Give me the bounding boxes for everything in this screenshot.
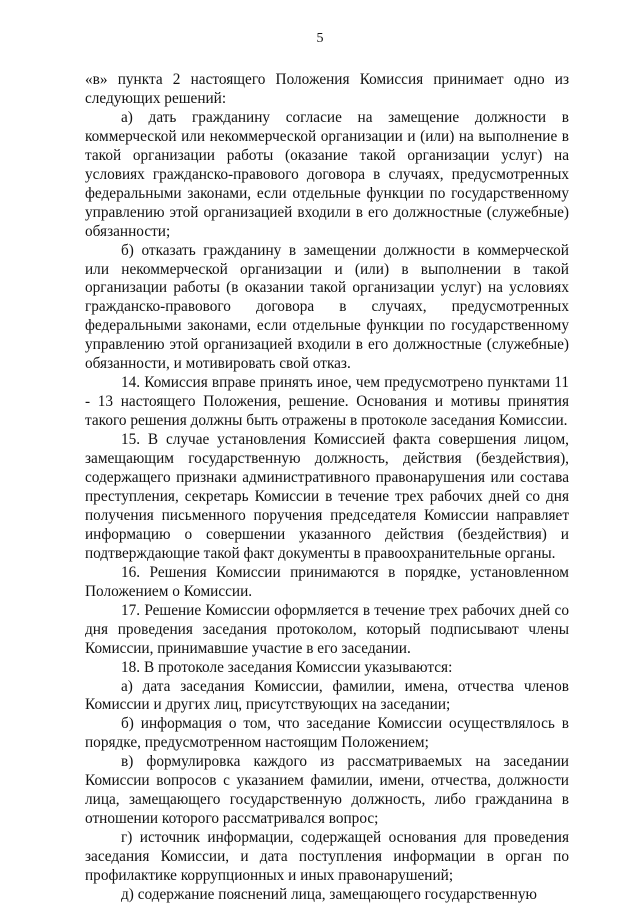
paragraph-subitem-b: б) отказать гражданину в замещении должности в коммерческой или некоммерческой организации и (или) в выполнении в такой организации работы (в оказании такой организации услуг) на условиях гражданско-правового договора в случаях, предусмотренных федеральными законами, если отдельные функции по государственному управлению этой организацией входили в его должностные (служебные) обязанности, и мотивировать свой отказ. [85,241,569,373]
paragraph-continuation: «в» пункта 2 настоящего Положения Комиссия принимает одно из следующих решений: [85,71,569,107]
paragraph-14: 14. Комиссия вправе принять иное, чем предусмотрено пунктами 11 - 13 настоящего Положения, решение. Основания и мотивы принятия такого решения должны быть отражены в протоколе заседания Комиссии. [85,374,569,430]
paragraph-18-item-b: б) информация о том, что заседание Комиссии осуществлялось в порядке, предусмотренном настоящим Положением; [85,715,569,752]
paragraph-18: 18. В протоколе заседания Комиссии указываются: [121,658,453,676]
paragraph-18-item-g: г) источник информации, содержащей основания для проведения заседания Комиссии, и дата поступления информации в орган по профилактике коррупционных и иных правонарушений; [85,829,569,885]
paragraph-18-item-a: а) дата заседания Комиссии, фамилии, имена, отчества членов Комиссии и других лиц, присутствующих на заседании; [85,677,569,714]
page-number: 5 [316,31,324,46]
document-body [85,71,569,905]
paragraph-18-item-v: в) формулировка каждого из рассматриваемых на заседании Комиссии вопросов с указанием фамилии, имени, отчества, должности лица, замещающего государственную должность, либо гражданина в отношении которого рассматривался вопрос; [85,753,569,828]
paragraph-subitem-a: а) дать гражданину согласие на замещение должности в коммерческой или некоммерческой организации и (или) на выполнение в такой организации работы (оказание такой организации услуг) на условиях гражданско-правового договора в случаях, предусмотренных федеральными законами, если отдельные функции по государственному управлению этой организацией входили в его должностные (служебные) обязанности; [85,108,569,240]
paragraph-15: 15. В случае установления Комиссией факта совершения лицом, замещающим государственную должность, действия (бездействия), содержащего признаки административного правонарушения или состава преступления, секретарь Комиссии в течение трех рабочих дней со дня получения письменного поручения председателя Комиссии направляет информацию о совершении указанного действия (бездействия) и подтверждающие такой факт документы в правоохранительные органы. [85,431,569,562]
paragraph-17: 17. Решение Комиссии оформляется в течение трех рабочих дней со дня проведения заседания протоколом, который подписывают члены Комиссии, принимавшие участие в его заседании. [85,601,569,657]
paragraph-18-item-d: д) содержание пояснений лица, замещающего государственную [121,885,537,903]
paragraph-16: 16. Решения Комиссии принимаются в порядке, установленном Положением о Комиссии. [85,563,569,600]
